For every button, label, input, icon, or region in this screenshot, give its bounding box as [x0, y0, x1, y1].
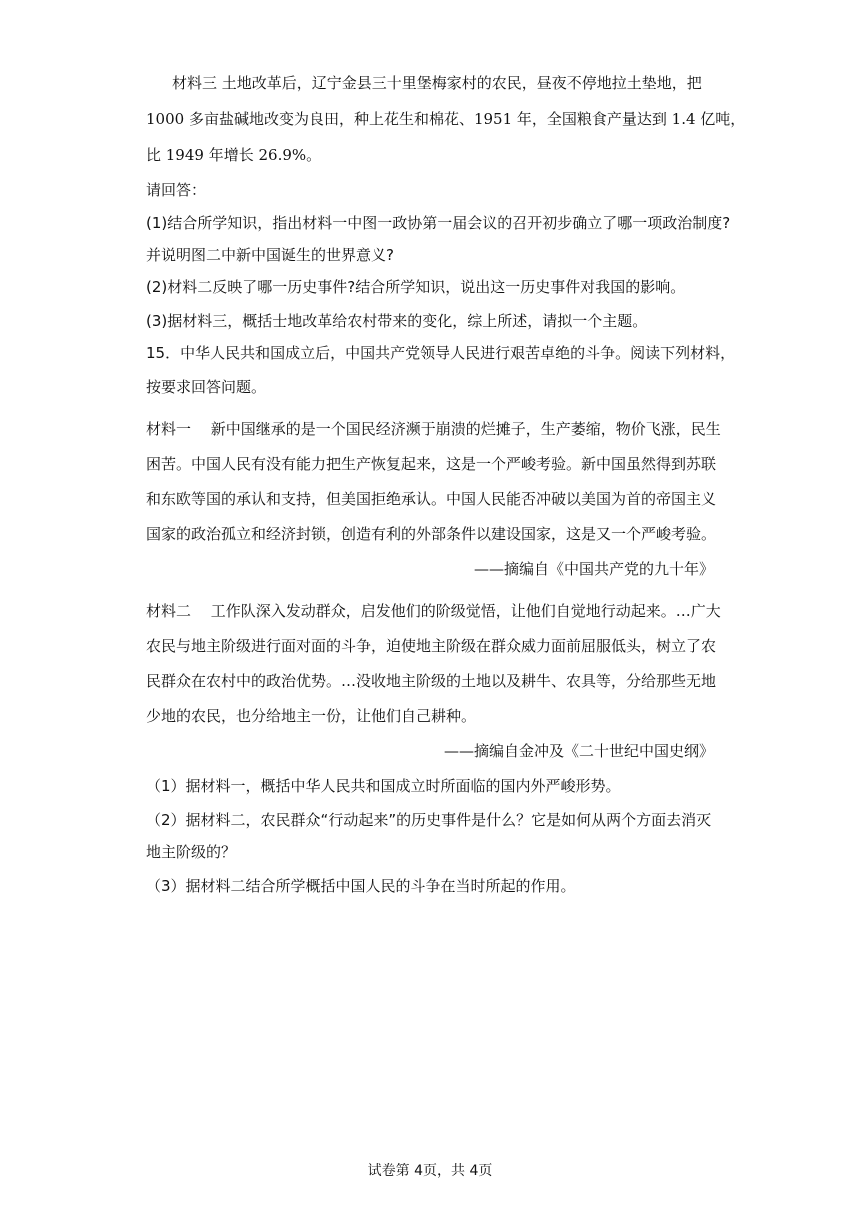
question-15-stem-line-1: 15．中华人民共和国成立后，中国共产党领导人民进行艰苦卓绝的斗争。阅读下列材料，	[146, 344, 736, 362]
material-two-source: ——摘编自金冲及《二十世纪中国史纲》	[443, 742, 714, 760]
material-one-line-3: 和东欧等国的承认和支持，但美国拒绝承认。中国人民能否冲破以美国为首的帝国主义	[146, 490, 717, 508]
question-2: (2)材料二反映了哪一历史事件?结合所学知识，说出这一历史事件对我国的影响。	[146, 278, 686, 296]
sub-question-3: （3）据材料二结合所学概括中国人民的斗争在当时所起的作用。	[146, 877, 576, 895]
material-two-line-3: 民群众在农村中的政治优势。…没收地主阶级的土地以及耕牛、农具等，分给那些无地	[146, 672, 717, 690]
question-3: (3)据材料三，概括士地改革给农村带来的变化，综上所述，请拟一个主题。	[146, 312, 648, 330]
material-two-line-4: 少地的农民，也分给地主一份，让他们自己耕种。	[146, 707, 477, 725]
material-one-line-2: 困苦。中国人民有没有能力把生产恢复起来，这是一个严峻考验。新中国虽然得到苏联	[146, 455, 717, 473]
question-1-line-2: 并说明图二中新中国诞生的世界意义?	[146, 246, 394, 264]
material-one-line-1: 材料一 新中国继承的是一个国民经济濒于崩溃的烂摊子，生产萎缩，物价飞涨，民生	[146, 420, 721, 438]
sub-question-1: （1）据材料一，概括中华人民共和国成立时所面临的国内外严峻形势。	[146, 777, 621, 795]
question-15-stem-line-2: 按要求回答问题。	[146, 378, 267, 396]
page-footer: 试卷第 4页，共 4页	[367, 1163, 493, 1179]
answer-prompt: 请回答：	[146, 181, 207, 199]
sub-question-2-line-2: 地主阶级的？	[146, 843, 237, 861]
sub-question-2-line-1: （2）据材料二，农民群众“行动起来”的历史事件是什么？它是如何从两个方面去消灭	[146, 811, 712, 829]
material-three-line-3: 比 1949 年增长 26.9%。	[146, 146, 322, 164]
material-three-line-2: 1000 多亩盐碱地改变为良田，种上花生和棉花、1951 年，全国粮食产量达到 1.4 亿吨，	[146, 110, 746, 128]
material-two-line-2: 农民与地主阶级进行面对面的斗争，迫使地主阶级在群众威力面前屈服低头，树立了农	[146, 637, 717, 655]
material-three-line-1: 材料三 土地改革后，辽宁金县三十里堡梅家村的农民，昼夜不停地拉土垫地，把	[172, 74, 702, 92]
material-two-line-1: 材料二 工作队深入发动群众，启发他们的阶级觉悟，让他们自觉地行动起来。…广大	[146, 602, 721, 620]
question-1-line-1: (1)结合所学知识，指出材料一中图一政协第一届会议的召开初步确立了哪一项政治制度?	[146, 214, 731, 232]
material-one-line-4: 国家的政治孤立和经济封锁，创造有利的外部条件以建设国家，这是又一个严峻考验。	[146, 525, 717, 543]
material-one-source: ——摘编自《中国共产党的九十年》	[473, 560, 714, 578]
